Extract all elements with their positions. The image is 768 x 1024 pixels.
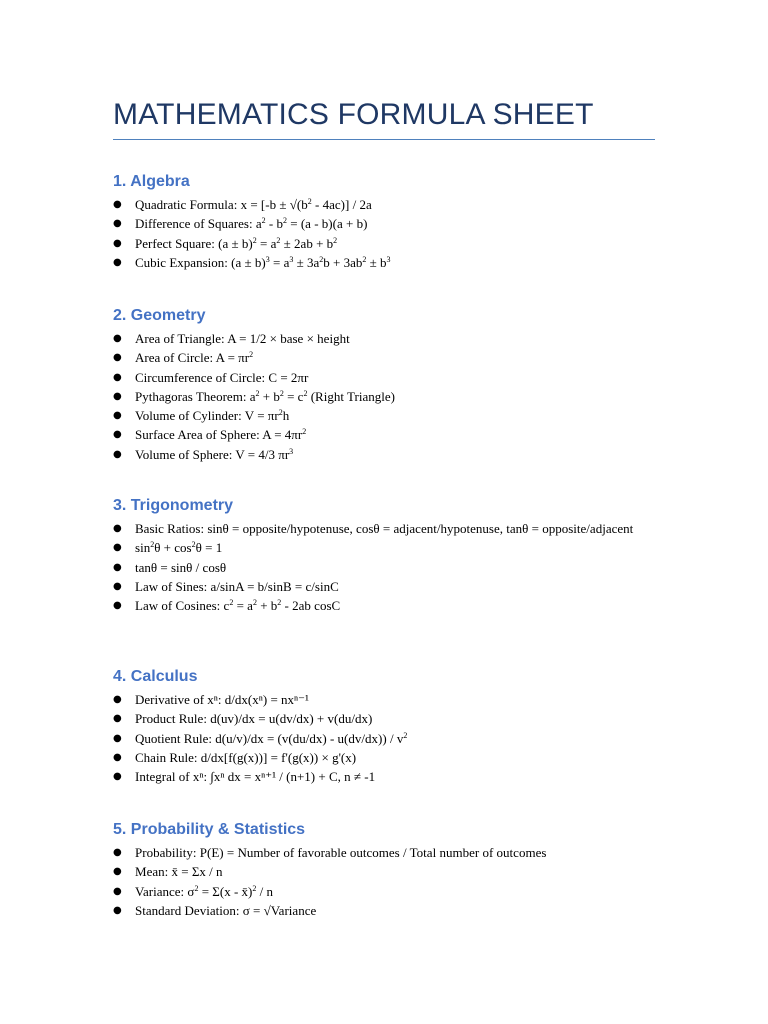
list-item (113, 329, 658, 348)
list-item (113, 882, 658, 901)
section-calculus (113, 664, 658, 786)
bullet-icon: ● (113, 199, 122, 210)
list-item (113, 387, 658, 406)
list-item (113, 538, 658, 557)
formula-text: Area of Triangle: A = 1/2 × base × height (135, 331, 350, 346)
formula-list-trigonometry (113, 519, 658, 615)
formula-text: Law of Sines: a/sinA = b/sinB = c/sinC (135, 578, 339, 594)
bullet-icon: ● (113, 561, 122, 573)
section-heading-geometry: 2. Geometry (113, 307, 206, 324)
list-item (113, 843, 658, 862)
formula-list-geometry (113, 329, 658, 464)
bullet-icon: ● (113, 256, 122, 268)
list-item (113, 406, 658, 425)
section-heading-calculus: 4. Calculus (113, 668, 198, 685)
bullet-icon: ● (113, 847, 122, 858)
list-item (113, 729, 658, 748)
list-item (113, 709, 658, 728)
bullet-icon: ● (113, 713, 122, 725)
document-title: MATHEMATICS FORMULA SHEET (113, 98, 594, 131)
formula-text: Volume of Cylinder: $V = \pi r^2h$ (135, 408, 290, 424)
bullet-icon: ● (113, 771, 122, 783)
list-item (113, 748, 658, 767)
section-heading-probability-statistics: 5. Probability & Statistics (113, 821, 306, 838)
bullet-icon: ● (113, 600, 122, 612)
formula-text: Derivative of xⁿ: d/dx(xⁿ) = nxⁿ⁻¹ (135, 692, 309, 707)
section-geometry (113, 303, 658, 464)
formula-text: Perfect Square: $(a \pm b)^2 = a^2 \pm 2ab + b^2$ (135, 235, 338, 251)
formula-text: Law of Cosines: $c^2 = a^2 + b^2 - 2ab$ cosC (135, 598, 341, 614)
bullet-icon: ● (113, 580, 122, 592)
list-item (113, 253, 658, 272)
section-heading-algebra: 1. Algebra (113, 173, 190, 190)
formula-text: tanθ = sinθ / cosθ (135, 559, 227, 575)
bullet-icon: ● (113, 371, 122, 383)
bullet-icon: ● (113, 904, 122, 916)
formula-text: Standard Deviation: σ = √Variance (135, 902, 317, 918)
bullet-icon: ● (113, 694, 122, 705)
bullet-icon: ● (113, 218, 122, 230)
section-heading-trigonometry: 3. Trigonometry (113, 497, 234, 514)
list-item (113, 234, 658, 253)
bullet-icon: ● (113, 542, 122, 554)
list-item (113, 767, 658, 786)
formula-list-probability-statistics (113, 843, 658, 920)
formula-list-algebra (113, 195, 658, 272)
formula-text: Cubic Expansion: $(a \pm b)^3 = a^3 \pm 3a^2b + 3ab^2 \pm b^3$ (135, 254, 391, 270)
list-item (113, 425, 658, 444)
list-item (113, 577, 658, 596)
formula-text: Mean: x = Σx / n (135, 864, 223, 880)
bullet-icon: ● (113, 751, 122, 763)
list-item (113, 862, 658, 881)
bullet-icon: ● (113, 448, 122, 460)
bullet-icon: ● (113, 523, 122, 534)
formula-text: Circumference of Circle: C = 2πr (135, 369, 309, 385)
formula-text: Probability: P(E) = Number of favorable outcomes / Total number of outcomes (135, 845, 547, 860)
bullet-icon: ● (113, 352, 122, 364)
bullet-icon: ● (113, 866, 122, 878)
list-item (113, 348, 658, 367)
formula-text: Surface Area of Sphere: $A = 4\pi r^2$ (135, 427, 307, 443)
formula-text: Volume of Sphere: V = 4/3 $\pi r^3$ (135, 446, 294, 462)
list-item (113, 558, 658, 577)
bullet-icon: ● (113, 237, 122, 249)
list-item (113, 195, 658, 214)
formula-text: $\sin^2\theta + \cos^2\theta = 1$ (135, 540, 223, 556)
list-item (113, 596, 658, 615)
formula-text: Quadratic Formula: $x = [-b \pm √(b^2 - 4ac)] / 2a$ (135, 197, 372, 212)
formula-text: Product Rule: d(uv)/dx = u(dv/dx) + v(du/dx) (135, 711, 373, 727)
formula-text: Integral of xⁿ: ∫xⁿ dx = xⁿ⁺¹ / (n+1) + C, n ≠ -1 (135, 769, 376, 785)
formula-list-calculus (113, 690, 658, 786)
bullet-icon: ● (113, 410, 122, 422)
title-underline (113, 139, 655, 140)
bullet-icon: ● (113, 333, 122, 344)
formula-text: Quotient Rule: $d(u/v)/dx = (v(du/dx) - u(dv/dx)) / v^2$ (135, 730, 408, 746)
list-item (113, 901, 658, 920)
section-algebra (113, 169, 658, 272)
formula-text: Chain Rule: d/dx[f(g(x))] = f'(g(x)) × g'(x) (135, 749, 357, 765)
list-item (113, 519, 658, 538)
formula-text: Pythagoras Theorem: $a^2 + b^2 = c^2$ (Right Triangle) (135, 388, 395, 404)
list-item (113, 445, 658, 464)
formula-text: Difference of Squares: $a^2 - b^2 = (a - b)(a + b)$ (135, 216, 368, 232)
formula-text: Area of Circle: $A = \pi r^2$ (135, 350, 254, 366)
formula-text: Variance: $\sigma^2 = \Sigma(x - x)^2 / n$ (135, 883, 274, 899)
bullet-icon: ● (113, 390, 122, 402)
section-trigonometry (113, 493, 658, 615)
bullet-icon: ● (113, 732, 122, 744)
formula-text: Basic Ratios: sinθ = opposite/hypotenuse, cosθ = adjacent/hypotenuse, tanθ = opposite/adjacent (135, 521, 634, 536)
section-probability-statistics (113, 817, 658, 920)
list-item (113, 214, 658, 233)
bullet-icon: ● (113, 885, 122, 897)
list-item (113, 690, 658, 709)
bullet-icon: ● (113, 429, 122, 441)
list-item (113, 368, 658, 387)
